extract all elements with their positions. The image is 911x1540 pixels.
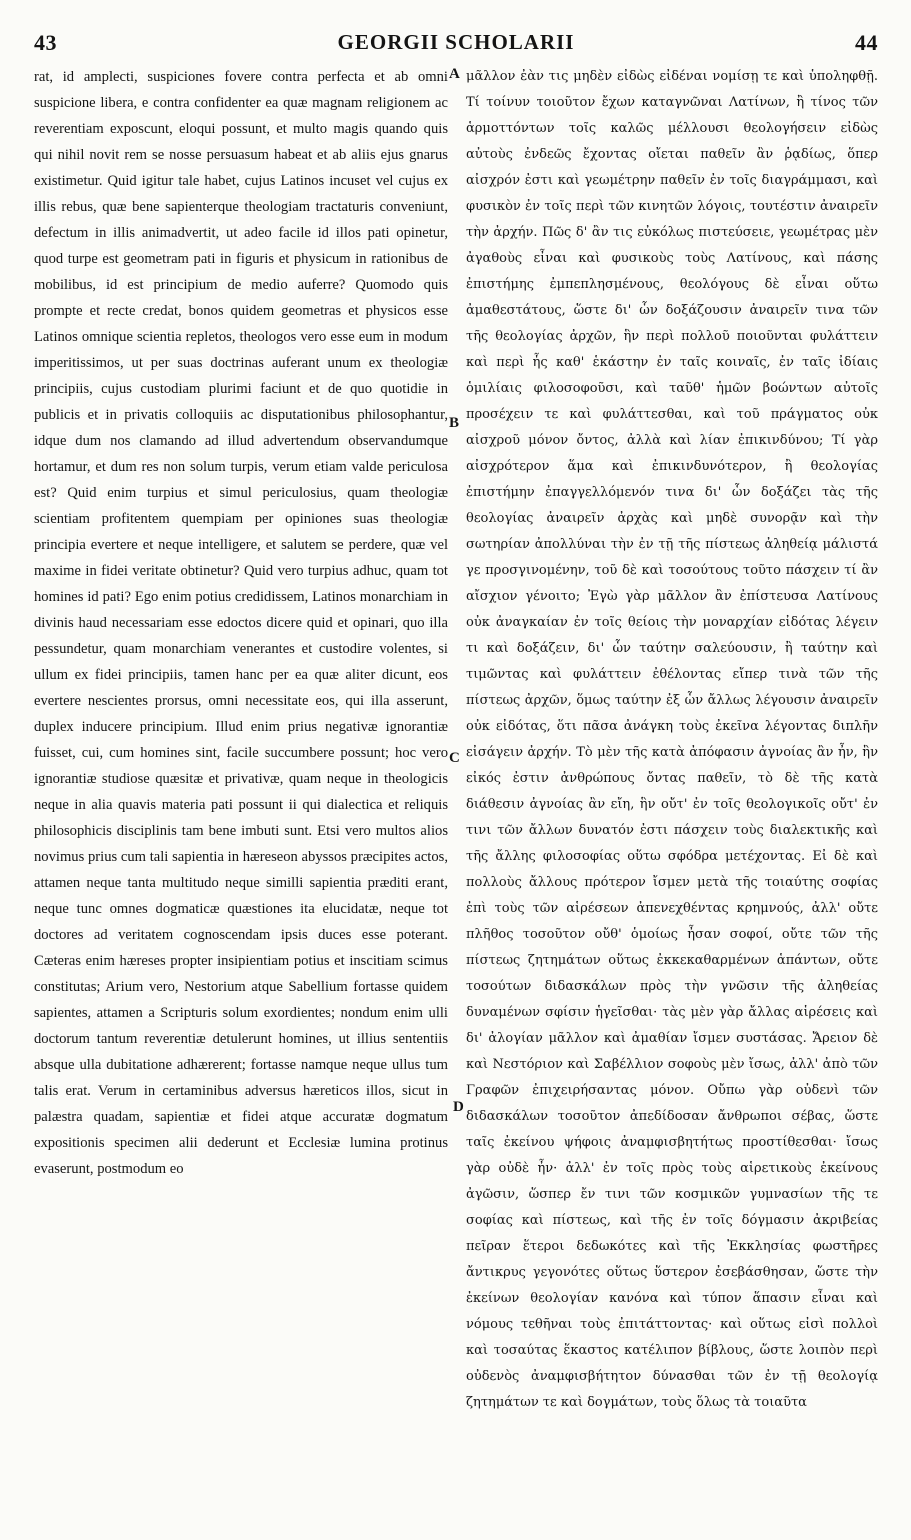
- margin-marker-a: A: [449, 66, 460, 82]
- page-number-left: 43: [34, 30, 57, 55]
- latin-paragraph: rat, id amplecti, suspiciones fovere contra perfecta et ab omni suspicione libera, e contra confidenter ea quæ magnam religionem ac reverentiam exposcunt, eloqui possunt, et multo magis quando quis qui nihil novit rem se nosse persuasum habeat et ab aliis ejus gnarus existimetur. Quid igitur tale habet, cujus Latinos incuset vel cujus ex illis rebus, quæ bene sapienterque theologiam tractaturis conveniunt, defectum in illis animadvertit, ut adeo facile id illos pati opinetur, quod turpe est geometram pati in figuris et physicum in rationibus de mobilibus, id est principium de medio auferre? Quomodo quis prompte et recte credat, bonos quidem geometras et physicos esse Latinos omnique scientia repletos, theologos vero esse eum in modum imperitissimos, ut per suas doctrinas auferant unum ex theologiæ principiis, cujus custodiam plurimi faciunt et de quo quotidie in publicis et in privatis colloquiis ac disputationibus philosophantur, idque dum nos clamando ad illud advertendum observandumque hortamur, et dum res non solum turpis, verum etiam valde periculosa est? Quid enim turpius et simul periculosius, quam theologiæ scientiam profitentem quempiam per opiniones suas theologiæ principia evertere et neque intelligere, et salutem se perdere, quæ vel maxime in fidei veritate obtinetur? Quid vero turpius adhuc, quam tot homines id pati? Ego enim potius credidissem, Latinos monarchiam in divinis haud necessariam esse edoctos dicere quid et opinari, quo illa pessundetur, quam monarchiam venerantes et custodire volentes, si ullum ex fidei principiis, tamen hanc per ea quæ aliter dicunt, eos evertere nescientes prorsus, omni necessitate eos, qui illa asserunt, duplex inducere principium. Illud enim prius negativæ ignorantiæ fuisset, cui, cum homines sint, facile succumbere possunt; hoc vero ignorantiæ studiose quæsitæ et privativæ, quam neque in theologicis neque in alia quavis materia pati possunt ii qui dialectica et reliquis philosophicis disciplinis tam bene imbuti sunt. Etsi vero multos alios novimus prius cum tali sapientia in hæreseon abyssos præcipites actos, attamen neque tanta multitudo neque similli sapientia præditi erant, neque tunc omnes dogmaticæ quæstiones ita elucidatæ, neque tot doctores ad veritatem cognoscendam ipsis duces esse poterant. Cæteras enim hæreses propter insipientiam potius et inscitiam scimus constitutas; Arium vero, Nestorium atque Sabellium fortasse quidem sapientes, attamen a Scripturis solum exordientes; nondum enim ulli doctorum tantum reverentiæ detulerunt homines, ut illius sententiis absque ulla dubitatione adhærerent; fortasse namque neque ullus tum talis erat. Verum in certaminibus adversus hæreticos illos, sicut in palæstra quadam, sapientiæ et fidei atque accuratæ dogmatum expositionis specimen alii dederunt et Ecclesiæ lumina protinus evaserunt, postmodum eo: [34, 69, 448, 1177]
- margin-marker-d: D: [453, 1099, 464, 1115]
- page-header: [34, 30, 878, 56]
- margin-marker-c: C: [449, 750, 460, 766]
- running-title: GEORGII SCHOLARII: [337, 30, 575, 54]
- page-number-right: 44: [855, 30, 878, 55]
- greek-column: [466, 64, 878, 1454]
- latin-column: [34, 64, 448, 1454]
- greek-paragraph: μᾶλλον ἐὰν τις μηδὲν εἰδὼς εἰδέναι νομίσῃ τε καὶ ὑποληφθῇ. Τί τοίνυν τοιοῦτον ἔχων καταγνῶναι Λατίνων, ἢ τίνος τῶν ἁρμοττόντων τοῖς καλῶς μέλλουσι θεολογήσειν εἰδὼς αὐτοὺς ἐνδεῶς ἔχοντας οἴεται παθεῖν ἂν ῥᾳδίως, ὅπερ αἰσχρόν ἐστι καὶ γεωμέτρην παθεῖν ἐν τοῖς διαγράμμασι, καὶ φυσικὸν ἐν τοῖς περὶ τῶν κινητῶν λόγοις, τουτέστιν ἀναιρεῖν τὴν ἀρχήν. Πῶς δ' ἂν τις εὐκόλως πιστεύσειε, γεωμέτρας μὲν ἀγαθοὺς εἶναι καὶ φυσικοὺς τοὺς Λατίνους, καὶ πάσης ἐπιστήμης ἐμπεπλησμένους, θεολόγους δὲ εἶναι οὕτω ἀμαθεστάτους, ὥστε δι' ὧν δοξάζουσιν ἀναιρεῖν τινα τῶν τῆς θεολογίας ἀρχῶν, ἣν περὶ πολλοῦ ποιοῦνται φυλάττειν καὶ περὶ ἧς καθ' ἑκάστην ἐν ταῖς κοιναῖς, ἐν ταῖς ἰδίαις ὁμιλίαις φιλοσοφοῦσι, καὶ ταῦθ' ἡμῶν βοώντων αὐτοῖς προσέχειν τε καὶ φυλάττεσθαι, καὶ τοῦ πράγματος οὐκ αἰσχροῦ μόνον ὄντος, ἀλλὰ καὶ λίαν ἐπικινδύνου; Τί γὰρ αἰσχρότερον ἅμα καὶ ἐπικινδυνότερον, ἢ θεολογίας ἐπιστήμην ἐπαγγελλόμενόν τινα δι' ὧν δοξάζει τὰς τῆς θεολογίας ἀναιρεῖν ἀρχὰς καὶ μηδὲ συνορᾷν καὶ τὴν σωτηρίαν ἀπολλύναι τὴν ἐν τῇ τῆς πίστεως ἀληθείᾳ μάλιστά γε προσγινομένην, τοῦ δὲ καὶ τοσούτους τοῦτο πάσχειν τί ἂν αἴσχιον γένοιτο; Ἐγὼ γὰρ μᾶλλον ἂν ἐπίστευσα Λατίνους οὐκ ἀναγκαίαν ἐν τοῖς θείοις τὴν μοναρχίαν εἰδότας λέγειν τι καὶ δοξάζειν, δι' ὧν ταύτην σαλεύουσιν, ἢ ταύτην καὶ τιμῶντας καὶ φυλάττειν ἐθέλοντας εἴπερ τινὰ τῶν τῆς πίστεως ἀρχῶν, ὅμως ταύτην ἐξ ὧν ἄλλως λέγουσιν ἀναιρεῖν οὐκ εἰδότας, ὅτι πᾶσα ἀνάγκη τοὺς ἐκεῖνα λέγοντας διπλῆν εἰσάγειν ἀρχήν. Τὸ μὲν τῆς κατὰ ἀπόφασιν ἀγνοίας ἂν ἦν, ἣν εἰκός ἐστιν ἀνθρώπους ὄντας παθεῖν, τὸ δὲ τῆς κατὰ διάθεσιν ἀγνοίας ἂν εἴη, ἣν οὔτ' ἐν τοῖς θεολογικοῖς οὔτ' ἐν τινι τῶν ἄλλων δυνατόν ἐστι πάσχειν τοὺς διαλεκτικῆς καὶ τῆς ἄλλης φιλοσοφίας οὕτω σφόδρα μετέχοντας. Εἰ δὲ καὶ πολλοὺς ἄλλους πρότερον ἴσμεν μετὰ τῆς τοιαύτης σοφίας ἐπὶ τοὺς τῶν αἱρέσεων ἀπενεχθέντας κρημνούς, ἀλλ' οὔτε πλῆθος τοσοῦτον οὔθ' ὁμοίως ἦσαν σοφοί, οὔτε τῶν τῆς πίστεως ζητημάτων οὕτως ἐκκεκαθαρμένων ἁπάντων, οὔτε τοσούτων διδασκάλων πρὸς τὴν γνῶσιν τῆς ἀληθείας δυναμένων σφίσιν ἡγεῖσθαι· τὰς μὲν γὰρ ἄλλας αἱρέσεις καὶ δι' ἀλογίαν μᾶλλον καὶ ἀμαθίαν ἴσμεν συστάσας. Ἄρειον δὲ καὶ Νεστόριον καὶ Σαβέλλιον σοφοὺς μὲν ἴσως, ἀλλ' ἀπὸ τῶν Γραφῶν ἐπιχειρήσαντας μόνον. Οὔπω γὰρ οὐδενὶ τῶν διδασκάλων τοσοῦτον ἀπεδίδοσαν ἄνθρωποι σέβας, ὥστε ταῖς ἐκείνου ψήφοις ἀναμφισβητήτως προστίθεσθαι· ἴσως γὰρ οὐδὲ ἦν· ἀλλ' ἐν τοῖς πρὸς τοὺς αἱρετικοὺς ἐκείνους ἀγῶσιν, ὥσπερ ἔν τινι τῶν κοσμικῶν γυμνασίων τῆς τε σοφίας καὶ πίστεως, καὶ τῆς ἐν τοῖς δόγμασιν ἀκριβείας πεῖραν ἕτεροι δεδωκότες καὶ τῆς Ἐκκλησίας φωστῆρες ἄντικρυς γεγονότες οὕτως ὕστερον ἐσεβάσθησαν, ὥστε τὴν ἐκείνων θεολογίαν κανόνα καὶ τύπον ἅπασιν εἶναι καὶ νόμους τεθῆναι τοὺς ἐπιτάττοντας· καὶ οὕτως εἰσὶ πολλοὶ καὶ τοσαύτας ἕκαστος κατέλιπον βίβλους, ὥστε λοιπὸν περὶ οὐδενὸς ἀναμφισβήτητον δύνασθαι τῶν ἐν τῇ θεολογίᾳ ζητημάτων τε καὶ δογμάτων, τοὺς ὅλως τὰ τοιαῦτα: [466, 69, 878, 1410]
- margin-marker-b: B: [449, 415, 460, 431]
